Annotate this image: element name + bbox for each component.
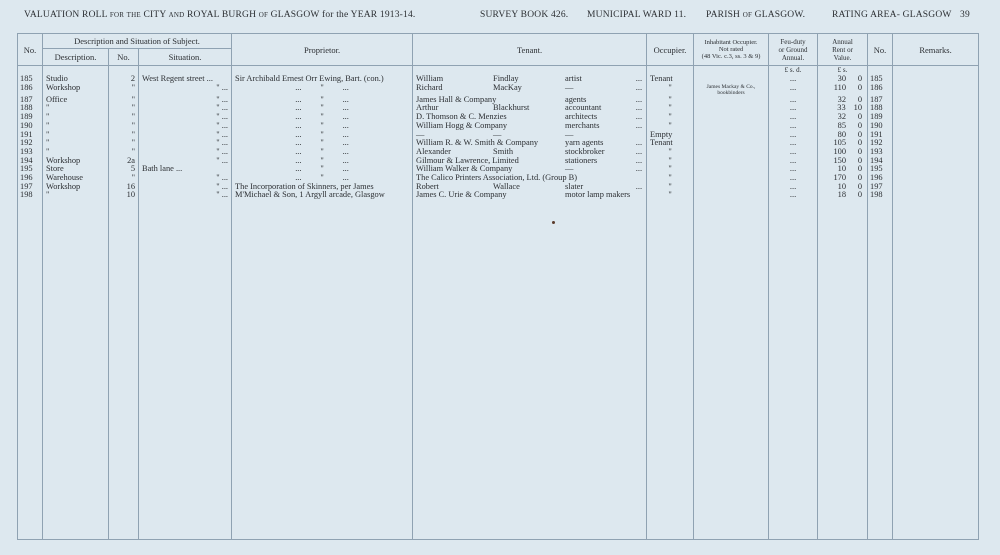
occupier-cell: " [647,122,694,131]
entry-number: 190 [18,122,43,131]
annual-rent-cell [818,174,868,183]
tenant-part-a: William Hogg & Company [416,121,508,130]
inhabitant-cell [694,122,769,131]
table-row [18,104,979,113]
situation-cell [139,113,232,122]
street-number-cell: " [109,113,139,122]
description-cell: " [43,122,109,131]
situation-cell [139,96,232,105]
description-cell: Studio [43,75,109,84]
tenant-cell [413,157,647,166]
feu-duty-cell: ... [769,139,818,148]
entry-number-right: 185 [868,75,893,84]
tenant-part-d: ... [635,156,643,165]
inhabitant-cell [694,75,769,84]
rent-shillings: 0 [857,75,863,83]
table-row [18,131,979,140]
street-number-cell: " [109,84,139,96]
table-row [18,183,979,192]
tenant-cell [413,183,647,192]
entry-number: 194 [18,157,43,166]
rent-pounds: 110 [833,83,847,92]
ink-spot [552,221,555,224]
annual-rent-cell [818,148,868,157]
tenant-part-d: ... [635,147,643,156]
tenant-part-d: ... [635,165,643,174]
feu-duty-cell: ... [769,131,818,140]
tenant-part-a: William [416,75,444,83]
situation-cell [139,122,232,131]
description-cell: " [43,139,109,148]
situation-cell [139,183,232,192]
feu-duty-cell: ... [769,104,818,113]
description-cell: Office [43,96,109,105]
occupier-cell: " [647,174,694,183]
occupier-cell: " [647,113,694,122]
tenant-part-a: Richard [416,83,443,92]
occupier-cell: Empty [647,131,694,140]
inhabitant-cell [694,104,769,113]
entry-number: 198 [18,191,43,200]
entry-number-right: 195 [868,165,893,174]
remarks-cell [893,148,979,157]
tenant-cell [413,75,647,84]
rent-shillings: 0 [857,174,863,183]
rent-shillings: 0 [857,139,863,148]
proprietor-cell: ... " ... [232,139,413,148]
description-cell: Workshop [43,157,109,166]
rent-pounds: 80 [837,130,847,139]
feu-duty-cell: ... [769,174,818,183]
street-number-cell: " [109,174,139,183]
entry-number-right: 194 [868,157,893,166]
situation-text: " ... [216,156,229,165]
occupier-cell: " [647,148,694,157]
remarks-cell [893,75,979,84]
entry-number: 185 [18,75,43,84]
tenant-part-a: The Calico Printers Association, Ltd. (Group B) [416,174,577,183]
feu-duty-cell: ... [769,165,818,174]
rent-pounds: 100 [833,147,847,156]
inhabitant-cell [694,96,769,105]
occupier-cell: " [647,183,694,192]
tenant-part-b: Findlay [493,75,519,83]
col-tenant: Tenant. [413,34,647,66]
entry-number: 188 [18,104,43,113]
description-cell: Workshop [43,183,109,192]
tenant-part-b: Wallace [493,182,520,191]
municipal-ward: MUNICIPAL WARD 11. [587,10,687,20]
units-row [18,66,979,76]
occupier-cell: " [647,157,694,166]
rent-shillings: 0 [857,191,863,200]
street-number-cell: " [109,96,139,105]
tenant-part-d: ... [635,139,643,148]
situation-cell [139,165,232,174]
tenant-part-a: William Walker & Company [416,165,513,174]
rent-shillings: 10 [853,104,863,113]
occupier-cell: " [647,84,694,96]
situation-text: " ... [216,83,229,92]
table-row [18,75,979,84]
entry-number-right: 189 [868,113,893,122]
entry-number-right: 196 [868,174,893,183]
tenant-part-c: stationers [565,156,598,165]
table-row [18,165,979,174]
rent-shillings: 0 [857,95,863,104]
rent-pounds: 105 [833,139,847,148]
rent-pounds: 32 [837,113,847,122]
annual-rent-cell [818,113,868,122]
tenant-cell [413,122,647,131]
situation-text: " ... [216,130,229,139]
col-desc-no: No. [109,49,139,66]
table-row [18,96,979,105]
tenant-part-d: ... [635,95,643,104]
table-row [18,139,979,148]
situation-cell [139,104,232,113]
situation-text: " ... [216,174,229,183]
tenant-part-b: MacKay [493,83,522,92]
inhabitant-note: James Mackay & Co., bookbinders [706,83,756,96]
proprietor-cell: M'Michael & Son, 1 Argyll arcade, Glasgow [232,191,413,200]
feu-duty-cell: ... [769,113,818,122]
tenant-part-b: — [493,130,502,139]
inhabitant-cell [694,157,769,166]
page-number: 39 [960,10,970,20]
tenant-part-c: — [565,130,574,139]
rating-area: RATING AREA- GLASGOW [832,10,952,20]
annual-rent-cell [818,75,868,84]
remarks-cell [893,84,979,96]
rent-shillings: 0 [857,113,863,122]
proprietor-cell: ... " ... [232,96,413,105]
inhabitant-cell [694,113,769,122]
inhabitant-cell [694,139,769,148]
situation-cell [139,174,232,183]
situation-cell [139,148,232,157]
street-number-cell: " [109,131,139,140]
street-number-cell: 2 [109,75,139,84]
street-number-cell: " [109,148,139,157]
col-occupier: Occupier. [647,34,694,66]
tenant-cell [413,174,647,183]
annual-rent-cell [818,104,868,113]
situation-text: " ... [216,139,229,148]
proprietor-cell: Sir Archibald Ernest Orr Ewing, Bart. (con.) [232,75,413,84]
annual-rent-cell [818,165,868,174]
rent-shillings: 0 [857,147,863,156]
tenant-part-c: motor lamp makers [565,191,631,200]
proprietor-cell: ... " ... [232,131,413,140]
table-row [18,157,979,166]
tenant-part-d: ... [635,113,643,122]
remarks-cell [893,104,979,113]
rent-pounds: 150 [833,156,847,165]
col-inhabitant-occupier: Inhabitant Occupier. Not rated (48 Vic. c.3, ss. 3 & 9) [694,34,769,66]
feu-duty-cell: ... [769,157,818,166]
tenant-cell [413,148,647,157]
situation-text: " ... [216,104,229,113]
situation-cell [139,131,232,140]
col-proprietor: Proprietor. [232,34,413,66]
description-cell: " [43,131,109,140]
occupier-cell: " [647,104,694,113]
rent-shillings: 0 [857,130,863,139]
tenant-cell [413,131,647,140]
proprietor-cell: ... " ... [232,122,413,131]
col-group-description: Description and Situation of Subject. [43,34,232,49]
rent-pounds: 170 [833,174,847,183]
street-number-cell: " [109,104,139,113]
occupier-cell: " [647,96,694,105]
tenant-part-b: Smith [493,147,514,156]
rent-pounds: 18 [837,191,847,200]
rent-pounds: 30 [837,75,847,83]
proprietor-cell: ... " ... [232,157,413,166]
inhabitant-cell [694,131,769,140]
situation-text: West Regent street ... [142,75,213,83]
feu-duty-cell: ... [769,191,818,200]
tenant-cell [413,104,647,113]
annual-rent-cell [818,139,868,148]
description-cell: " [43,148,109,157]
entry-number-right: 186 [868,84,893,96]
tenant-part-c: — [565,83,574,92]
tenant-part-d: ... [635,75,643,83]
roll-title: VALUATION ROLL for the CITY and ROYAL BURGH of GLASGOW for the YEAR 1913-14. [24,10,416,20]
proprietor-cell: ... " ... [232,113,413,122]
tenant-part-c: architects [565,113,598,122]
tenant-cell [413,191,647,200]
remarks-cell [893,122,979,131]
tenant-part-d: ... [635,182,643,191]
inhabitant-cell [694,183,769,192]
annual-rent-cell [818,122,868,131]
tenant-part-a: — [416,130,425,139]
rent-pounds: 10 [837,165,847,174]
tenant-cell [413,113,647,122]
description-cell: " [43,113,109,122]
entry-number: 196 [18,174,43,183]
entry-number-right: 198 [868,191,893,200]
tenant-part-a: Arthur [416,104,439,113]
entry-number-right: 197 [868,183,893,192]
proprietor-cell: ... " ... [232,174,413,183]
tenant-part-a: Gilmour & Lawrence, Limited [416,156,519,165]
inhabitant-cell [694,148,769,157]
annual-rent-cell [818,131,868,140]
annual-rent-cell [818,157,868,166]
description-cell: Workshop [43,84,109,96]
feu-duty-cell: ... [769,122,818,131]
occupier-cell: Tenant [647,139,694,148]
tenant-part-a: William R. & W. Smith & Company [416,139,539,148]
tenant-part-c: stockbroker [565,147,605,156]
annual-rent-cell [818,191,868,200]
entry-number-right: 187 [868,96,893,105]
street-number-cell: 2a [109,157,139,166]
inhabitant-cell [694,174,769,183]
entry-number: 191 [18,131,43,140]
rent-shillings: 0 [857,121,863,130]
inhabitant-cell [694,165,769,174]
col-situation: Situation. [139,49,232,66]
table-row [18,113,979,122]
tenant-part-c: yarn agents [565,139,604,148]
entry-number: 186 [18,84,43,96]
description-cell: Warehouse [43,174,109,183]
situation-text: " ... [216,147,229,156]
remarks-cell [893,165,979,174]
tenant-part-c: slater [565,182,584,191]
tenant-part-a: Alexander [416,147,451,156]
rent-pounds: 33 [837,104,846,113]
feu-duty-cell: ... [769,183,818,192]
rent-pounds: 10 [837,182,847,191]
remarks-cell [893,96,979,105]
rent-shillings: 0 [857,83,863,92]
table-row [18,174,979,183]
remarks-cell [893,183,979,192]
proprietor-cell: ... " ... [232,84,413,96]
tenant-part-d: ... [635,104,643,113]
situation-text: " ... [216,191,229,200]
situation-cell [139,157,232,166]
rent-pounds: 32 [837,95,847,104]
tenant-part-c: agents [565,95,587,104]
tenant-part-c: artist [565,75,582,83]
description-cell: " [43,191,109,200]
street-number-cell: 16 [109,183,139,192]
tenant-part-c: merchants [565,121,600,130]
inhabitant-cell [694,84,769,96]
remarks-cell [893,157,979,166]
situation-text: " ... [216,113,229,122]
remarks-cell [893,139,979,148]
occupier-cell: " [647,165,694,174]
tenant-cell [413,165,647,174]
annual-rent-cell [818,96,868,105]
valuation-table [17,33,979,540]
rent-shillings: 0 [857,165,863,174]
table-row [18,84,979,96]
feu-duty-cell: ... [769,75,818,84]
col-remarks: Remarks. [893,34,979,66]
situation-cell [139,139,232,148]
tenant-part-c: — [565,165,574,174]
feu-duty-cell: ... [769,96,818,105]
col-annual-rent: Annual Rent or Value. [818,34,868,66]
entry-number-right: 193 [868,148,893,157]
street-number-cell: 10 [109,191,139,200]
situation-cell [139,191,232,200]
entry-number: 197 [18,183,43,192]
occupier-cell: Tenant [647,75,694,84]
col-no-right: No. [868,34,893,66]
entry-number-right: 192 [868,139,893,148]
entry-number: 189 [18,113,43,122]
tenant-part-d: ... [635,83,643,92]
rent-units: £ s. [818,66,868,76]
empty-space-row [18,200,979,539]
rent-pounds: 85 [837,121,847,130]
situation-text: Bath lane ... [142,165,183,174]
description-cell: " [43,104,109,113]
situation-text: " ... [216,182,229,191]
table-row [18,148,979,157]
occupier-cell: " [647,191,694,200]
proprietor-cell: ... " ... [232,148,413,157]
rent-shillings: 0 [857,182,863,191]
tenant-cell [413,84,647,96]
survey-book: SURVEY BOOK 426. [480,10,569,20]
col-feu-duty: Feu-duty or Ground Annual. [769,34,818,66]
entry-number: 195 [18,165,43,174]
tenant-part-d: ... [635,121,643,130]
feu-duty-cell: ... [769,148,818,157]
col-description: Description. [43,49,109,66]
description-cell: Store [43,165,109,174]
situation-text: " ... [216,95,229,104]
col-no: No. [18,34,43,66]
entry-number: 193 [18,148,43,157]
table-row [18,191,979,200]
tenant-cell [413,139,647,148]
tenant-part-a: James C. Urie & Company [416,191,507,200]
street-number-cell: 5 [109,165,139,174]
tenant-part-c: accountant [565,104,602,113]
table-row [18,122,979,131]
entry-number: 192 [18,139,43,148]
tenant-cell [413,96,647,105]
inhabitant-cell [694,191,769,200]
tenant-part-b: Blackhurst [493,104,530,113]
remarks-cell [893,174,979,183]
entry-number-right: 190 [868,122,893,131]
remarks-cell [893,191,979,200]
situation-cell [139,84,232,96]
situation-text: " ... [216,121,229,130]
entry-number: 187 [18,96,43,105]
street-number-cell: " [109,122,139,131]
annual-rent-cell [818,183,868,192]
feu-units: £ s. d. [769,66,818,76]
parish: PARISH of GLASGOW. [706,10,806,20]
rent-shillings: 0 [857,156,863,165]
entry-number-right: 188 [868,104,893,113]
street-number-cell: " [109,139,139,148]
entry-number-right: 191 [868,131,893,140]
annual-rent-cell [818,84,868,96]
proprietor-cell: ... " ... [232,104,413,113]
remarks-cell [893,131,979,140]
tenant-part-a: D. Thomson & C. Menzies [416,113,507,122]
tenant-part-a: James Hall & Company [416,95,497,104]
remarks-cell [893,113,979,122]
proprietor-cell: ... " ... [232,165,413,174]
situation-cell [139,75,232,84]
feu-duty-cell: ... [769,84,818,96]
proprietor-cell: The Incorporation of Skinners, per James [232,183,413,192]
tenant-part-a: Robert [416,182,439,191]
page-header [0,10,1000,26]
